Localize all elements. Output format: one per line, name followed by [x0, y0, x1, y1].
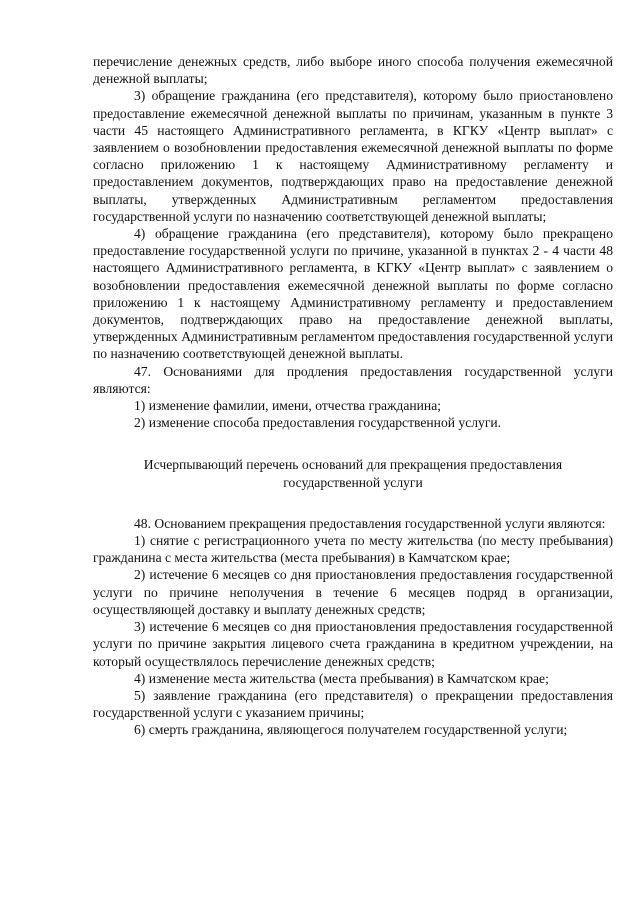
paragraph-48-item-3: 3) истечение 6 месяцев со дня приостановления предоставления государственной услуги по причине закрытия лицевого счета гражданина в кредитном учреждении, на который осуществлялось перечисление денежных средств;	[93, 619, 613, 669]
paragraph-section-48: 48. Основанием прекращения предоставления государственной услуги являются:	[134, 515, 606, 531]
paragraph-item-3: 3) обращение гражданина (его представителя), которому было приостановлено предоставление ежемесячной денежной выплаты по причинам, указанным в пункте 3 части 45 настоящего Административного регламента, в КГКУ «Центр выплат» с заявлением о возобновлении предоставления ежемесячной денежной выплаты по форме согласно приложению 1 к настоящему Административному регламенту и предоставлением документов, подтверждающих право на предоставление денежной выплаты, утвержденных Административным регламентом предоставления государственной услуги по назначению соответствующей денежной выплаты;	[93, 88, 613, 224]
paragraph-48-item-5: 5) заявление гражданина (его представителя) о прекращении предоставления государственной услуги с указанием причины;	[93, 687, 613, 721]
paragraph-item-4: 4) обращение гражданина (его представителя), которому было прекращено предоставление государственной услуги по причине, указанной в пунктах 2 - 4 части 48 настоящего Административного регламента, в КГКУ «Центр выплат» с заявлением о возобновлении предоставления ежемесячной денежной выплаты по форме согласно приложению 1 к настоящему Административному регламенту и предоставлением документов, подтверждающих право на предоставление денежной выплаты, утвержденных Административным регламентом предоставления государственной услуги по назначению соответствующей денежной выплаты.	[93, 226, 613, 362]
paragraph-48-item-2: 2) истечение 6 месяцев со дня приостановления предоставления государственной услуги по причине неполучения в течение 6 месяцев подряд в организации, осуществляющей доставку и выплату денежных средств;	[93, 567, 613, 617]
section-heading-line-1: Исчерпывающий перечень оснований для прекращения предоставления	[143, 457, 563, 473]
paragraph-48-item-4: 4) изменение места жительства (места пребывания) в Камчатском крае;	[134, 670, 549, 686]
paragraph-48-item-1: 1) снятие с регистрационного учета по месту жительства (по месту пребывания) гражданина с места жительства (места пребывания) в Камчатском крае;	[93, 533, 613, 566]
document-page	[93, 53, 613, 739]
paragraph-section-47: 47. Основаниями для продления предоставления государственной услуги являются:	[93, 363, 613, 396]
spacer	[93, 491, 613, 515]
paragraph-47-item-2: 2) изменение способа предоставления государственной услуги.	[134, 415, 502, 431]
paragraph-continuation: перечисление денежных средств, либо выборе иного способа получения ежемесячной денежной выплаты;	[93, 54, 613, 87]
section-heading-line-2: государственной услуги	[283, 474, 423, 490]
paragraph-48-item-6: 6) смерть гражданина, являющегося получателем государственной услуги;	[134, 722, 568, 738]
spacer	[93, 431, 613, 456]
paragraph-47-item-1: 1) изменение фамилии, имени, отчества гражданина;	[134, 398, 442, 414]
